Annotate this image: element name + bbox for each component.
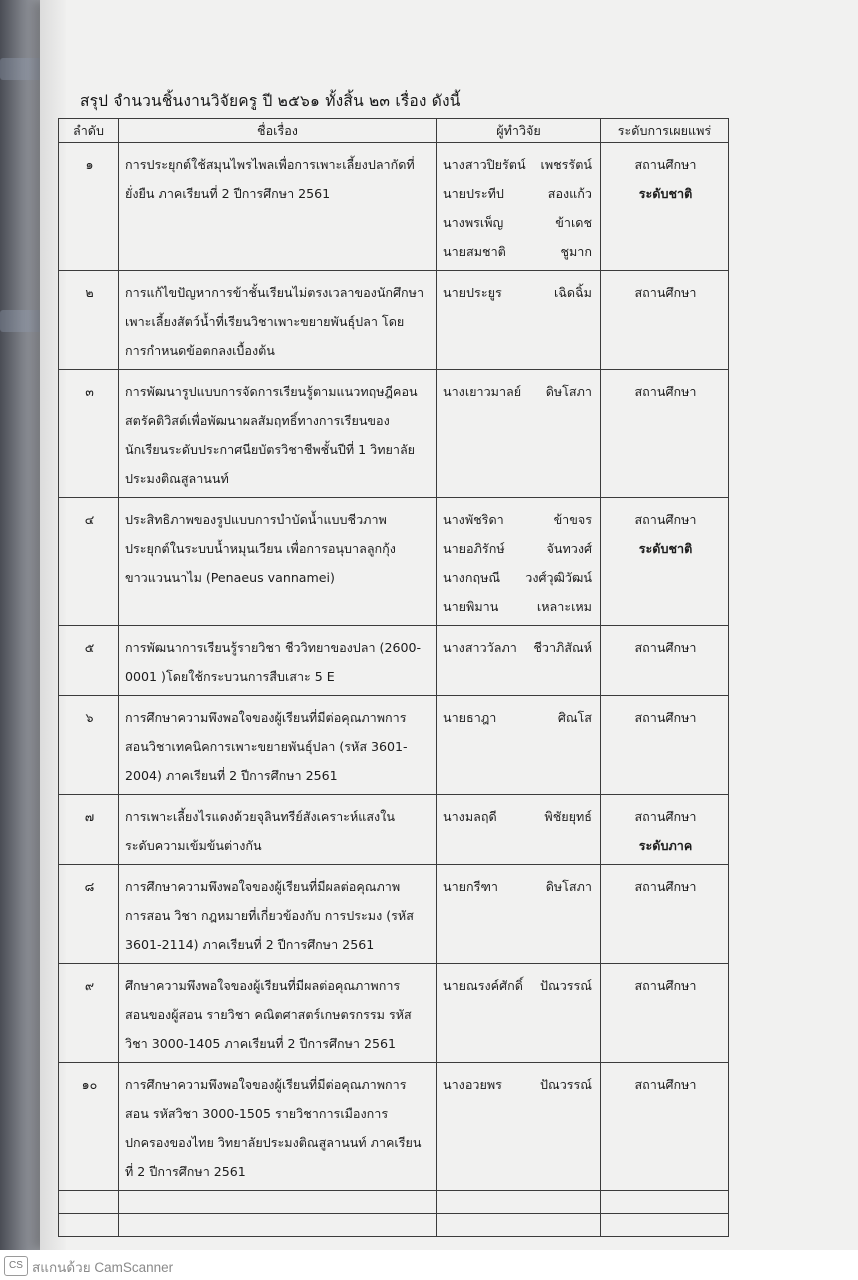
title-line: สอน รหัสวิชา 3000-1505 รายวิชาการเมืองการ — [125, 1106, 389, 1121]
row-number: ๑ — [59, 143, 119, 271]
researcher-name: นายอภิรักษ์ — [443, 541, 505, 556]
researcher-surname: ปัณวรรณ์ — [540, 1077, 592, 1092]
title-line: ระดับความเข้มข้นต่างกัน — [125, 838, 262, 853]
researcher-surname: ปัณวรรณ์ — [540, 978, 592, 993]
title-line: การกำหนดข้อตกลงเบื้องต้น — [125, 343, 275, 358]
row-title — [119, 964, 437, 1063]
publication-level: ระดับชาติ — [638, 541, 693, 556]
row-researchers — [437, 626, 601, 696]
header-no: ลำดับ — [59, 119, 119, 143]
researcher-surname: จันทวงศ์ — [546, 541, 592, 556]
row-researchers — [437, 143, 601, 271]
researcher-name: นายพิมาน — [443, 599, 499, 614]
empty-cell — [601, 1214, 729, 1237]
researcher-name: นายธาฎา — [443, 710, 497, 725]
title-line: ประยุกต์ในระบบน้ำหมุนเวียน เพื่อการอนุบาลลูกกุ้ง — [125, 541, 396, 556]
title-line: การแก้ไขปัญหาการข้าชั้นเรียนไม่ตรงเวลาของนักศึกษา — [125, 285, 425, 300]
empty-cell — [59, 1191, 119, 1214]
row-levels — [601, 795, 729, 865]
title-line: 0001 )โดยใช้กระบวนการสืบเสาะ 5 E — [125, 669, 335, 684]
row-number: ๖ — [59, 696, 119, 795]
row-levels — [601, 1063, 729, 1191]
row-researchers — [437, 795, 601, 865]
table-row — [59, 964, 729, 1063]
researcher — [443, 237, 596, 266]
researcher-name: นายณรงค์ศักดิ์ — [443, 978, 523, 993]
researcher — [443, 377, 596, 406]
empty-cell — [59, 1214, 119, 1237]
researcher-surname: ดิษโสภา — [545, 879, 592, 894]
empty-cell — [437, 1191, 601, 1214]
researcher — [443, 1070, 596, 1099]
title-line: ศึกษาความพึงพอใจของผู้เรียนที่มีผลต่อคุณภาพการ — [125, 978, 401, 993]
table-row — [59, 370, 729, 498]
row-researchers — [437, 964, 601, 1063]
title-line: การเพาะเลี้ยงไรแดงด้วยจุลินทรีย์สังเคราะห์แสงใน — [125, 809, 395, 824]
researcher — [443, 150, 596, 179]
table-header-row — [59, 119, 729, 143]
researcher-surname: เฉิดฉิ้ม — [554, 285, 592, 300]
research-table — [58, 118, 729, 1237]
camscanner-text: สแกนด้วย CamScanner — [32, 1260, 174, 1275]
publication-level: สถานศึกษา — [634, 1077, 697, 1092]
researcher-surname: สองแก้ว — [547, 186, 592, 201]
row-levels — [601, 271, 729, 370]
row-number: ๕ — [59, 626, 119, 696]
row-title — [119, 498, 437, 626]
researcher — [443, 208, 596, 237]
row-researchers — [437, 498, 601, 626]
table-row — [59, 865, 729, 964]
researcher — [443, 872, 596, 901]
researcher — [443, 802, 596, 831]
researcher — [443, 179, 596, 208]
researcher-name: นางสาววัลภา — [443, 640, 517, 655]
title-line: การศึกษาความพึงพอใจของผู้เรียนที่มีต่อคุณภาพการ — [125, 1077, 407, 1092]
researcher-surname: ดิษโสภา — [545, 384, 592, 399]
row-title — [119, 143, 437, 271]
title-line: เพาะเลี้ยงสัตว์น้ำที่เรียนวิชาเพาะขยายพันธุ์ปลา โดย — [125, 314, 405, 329]
title-line: วิชา 3000-1405 ภาคเรียนที่ 2 ปีการศึกษา 2561 — [125, 1036, 397, 1051]
row-number: ๔ — [59, 498, 119, 626]
researcher-name: นางพัชริดา — [443, 512, 504, 527]
empty-cell — [119, 1214, 437, 1237]
row-number: ๒ — [59, 271, 119, 370]
scanner-footer — [0, 1250, 858, 1280]
row-number: ๗ — [59, 795, 119, 865]
table-row — [59, 271, 729, 370]
publication-level: สถานศึกษา — [634, 710, 697, 725]
title-line: ประสิทธิภาพของรูปแบบการบำบัดน้ำแบบชีวภาพ — [125, 512, 387, 527]
row-researchers — [437, 865, 601, 964]
researcher-surname: เหลาะเหม — [536, 599, 592, 614]
title-line: สอนของผู้สอน รายวิชา คณิตศาสตร์เกษตรกรรม รหัส — [125, 1007, 412, 1022]
header-researcher: ผู้ทำวิจัย — [437, 119, 601, 143]
researcher-name: นายประทีป — [443, 186, 504, 201]
empty-cell — [119, 1191, 437, 1214]
header-title: ชื่อเรื่อง — [119, 119, 437, 143]
table-body — [59, 143, 729, 1237]
row-levels — [601, 626, 729, 696]
researcher-name: นายประยูร — [443, 285, 502, 300]
researcher-name: นายกรีฑา — [443, 879, 498, 894]
researcher-name: นางมลฤดี — [443, 809, 497, 824]
row-researchers — [437, 1063, 601, 1191]
empty-row — [59, 1191, 729, 1214]
row-levels — [601, 143, 729, 271]
researcher-surname: ชูมาก — [560, 244, 592, 259]
publication-level: สถานศึกษา — [634, 809, 697, 824]
title-line: การสอน วิชา กฎหมายที่เกี่ยวข้องกับ การประมง (รหัส — [125, 908, 414, 923]
researcher — [443, 505, 596, 534]
researcher-name: นางอวยพร — [443, 1077, 502, 1092]
researcher-name: นางสาวปิยรัตน์ — [443, 157, 526, 172]
row-number: ๘ — [59, 865, 119, 964]
publication-level: ระดับชาติ — [638, 186, 693, 201]
title-line: สอนวิชาเทคนิคการเพาะขยายพันธุ์ปลา (รหัส 3601- — [125, 739, 408, 754]
title-line: การประยุกต์ใช้สมุนไพรไพลเพื่อการเพาะเลี้ยงปลากัดที่ — [125, 157, 415, 172]
table-row — [59, 626, 729, 696]
table-row — [59, 795, 729, 865]
researcher — [443, 278, 596, 307]
header-level: ระดับการเผยแพร่ — [601, 119, 729, 143]
row-title — [119, 370, 437, 498]
camscanner-logo: CS — [4, 1256, 28, 1276]
researcher — [443, 703, 596, 732]
row-researchers — [437, 271, 601, 370]
researcher-surname: ข้าเดช — [555, 215, 592, 230]
empty-cell — [437, 1214, 601, 1237]
researcher-surname: เพชรรัตน์ — [540, 157, 592, 172]
row-levels — [601, 964, 729, 1063]
researcher — [443, 971, 596, 1000]
table-row — [59, 696, 729, 795]
table-row — [59, 498, 729, 626]
researcher — [443, 633, 596, 662]
researcher-surname: พิชัยยุทธ์ — [544, 809, 592, 824]
title-line: 3601-2114) ภาคเรียนที่ 2 ปีการศึกษา 2561 — [125, 937, 375, 952]
publication-level: สถานศึกษา — [634, 384, 697, 399]
title-line: นักเรียนระดับประกาศนียบัตรวิชาชีพชั้นปีที่ 1 วิทยาลัย — [125, 442, 416, 457]
row-number: ๓ — [59, 370, 119, 498]
researcher — [443, 592, 596, 621]
researcher — [443, 563, 596, 592]
row-levels — [601, 498, 729, 626]
publication-level: สถานศึกษา — [634, 512, 697, 527]
researcher-name: นางกฤษณี — [443, 570, 501, 585]
researcher-surname: ชีวาภิสัณห์ — [533, 640, 592, 655]
row-number: ๑๐ — [59, 1063, 119, 1191]
row-title — [119, 865, 437, 964]
title-line: ปกครองของไทย วิทยาลัยประมงติณสูลานนท์ ภาคเรียน — [125, 1135, 422, 1150]
row-levels — [601, 370, 729, 498]
row-levels — [601, 696, 729, 795]
row-title — [119, 271, 437, 370]
row-title — [119, 795, 437, 865]
researcher — [443, 534, 596, 563]
researcher-name: นางพรเพ็ญ — [443, 215, 504, 230]
researcher-surname: ศิณโส — [557, 710, 592, 725]
row-researchers — [437, 370, 601, 498]
empty-cell — [601, 1191, 729, 1214]
publication-level: สถานศึกษา — [634, 978, 697, 993]
title-line: สตรัคติวิสต์เพื่อพัฒนาผลสัมฤทธิ์ทางการเรียนของ — [125, 413, 390, 428]
row-levels — [601, 865, 729, 964]
publication-level: ระดับภาค — [638, 838, 693, 853]
title-line: 2004) ภาคเรียนที่ 2 ปีการศึกษา 2561 — [125, 768, 338, 783]
title-line: การศึกษาความพึงพอใจของผู้เรียนที่มีต่อคุณภาพการ — [125, 710, 407, 725]
title-line: ประมงติณสูลานนท์ — [125, 471, 229, 486]
publication-level: สถานศึกษา — [634, 879, 697, 894]
title-line: การศึกษาความพึงพอใจของผู้เรียนที่มีผลต่อคุณภาพ — [125, 879, 401, 894]
table-row — [59, 143, 729, 271]
publication-level: สถานศึกษา — [634, 285, 697, 300]
row-researchers — [437, 696, 601, 795]
row-title — [119, 626, 437, 696]
title-line: การพัฒนาการเรียนรู้รายวิชา ชีววิทยาของปลา (2600- — [125, 640, 422, 655]
title-line: ขาวแวนนาไม (Penaeus vannamei) — [125, 570, 335, 585]
publication-level: สถานศึกษา — [634, 157, 697, 172]
title-line: การพัฒนารูปแบบการจัดการเรียนรู้ตามแนวทฤษฎีคอน — [125, 384, 418, 399]
researcher-surname: ข้าขจร — [553, 512, 592, 527]
empty-row — [59, 1214, 729, 1237]
title-line: ยั่งยืน ภาคเรียนที่ 2 ปีการศึกษา 2561 — [125, 186, 331, 201]
title-line: ที่ 2 ปีการศึกษา 2561 — [125, 1164, 246, 1179]
table-row — [59, 1063, 729, 1191]
row-title — [119, 1063, 437, 1191]
researcher-name: นางเยาวมาลย์ — [443, 384, 522, 399]
researcher-name: นายสมชาติ — [443, 244, 506, 259]
row-number: ๙ — [59, 964, 119, 1063]
publication-level: สถานศึกษา — [634, 640, 697, 655]
row-title — [119, 696, 437, 795]
document-title: สรุป จำนวนชิ้นงานวิจัยครู ปี ๒๕๖๑ ทั้งสิ้น ๒๓ เรื่อง ดังนี้ — [80, 92, 461, 110]
researcher-surname: วงศ์วุฒิวัฒน์ — [525, 570, 592, 585]
